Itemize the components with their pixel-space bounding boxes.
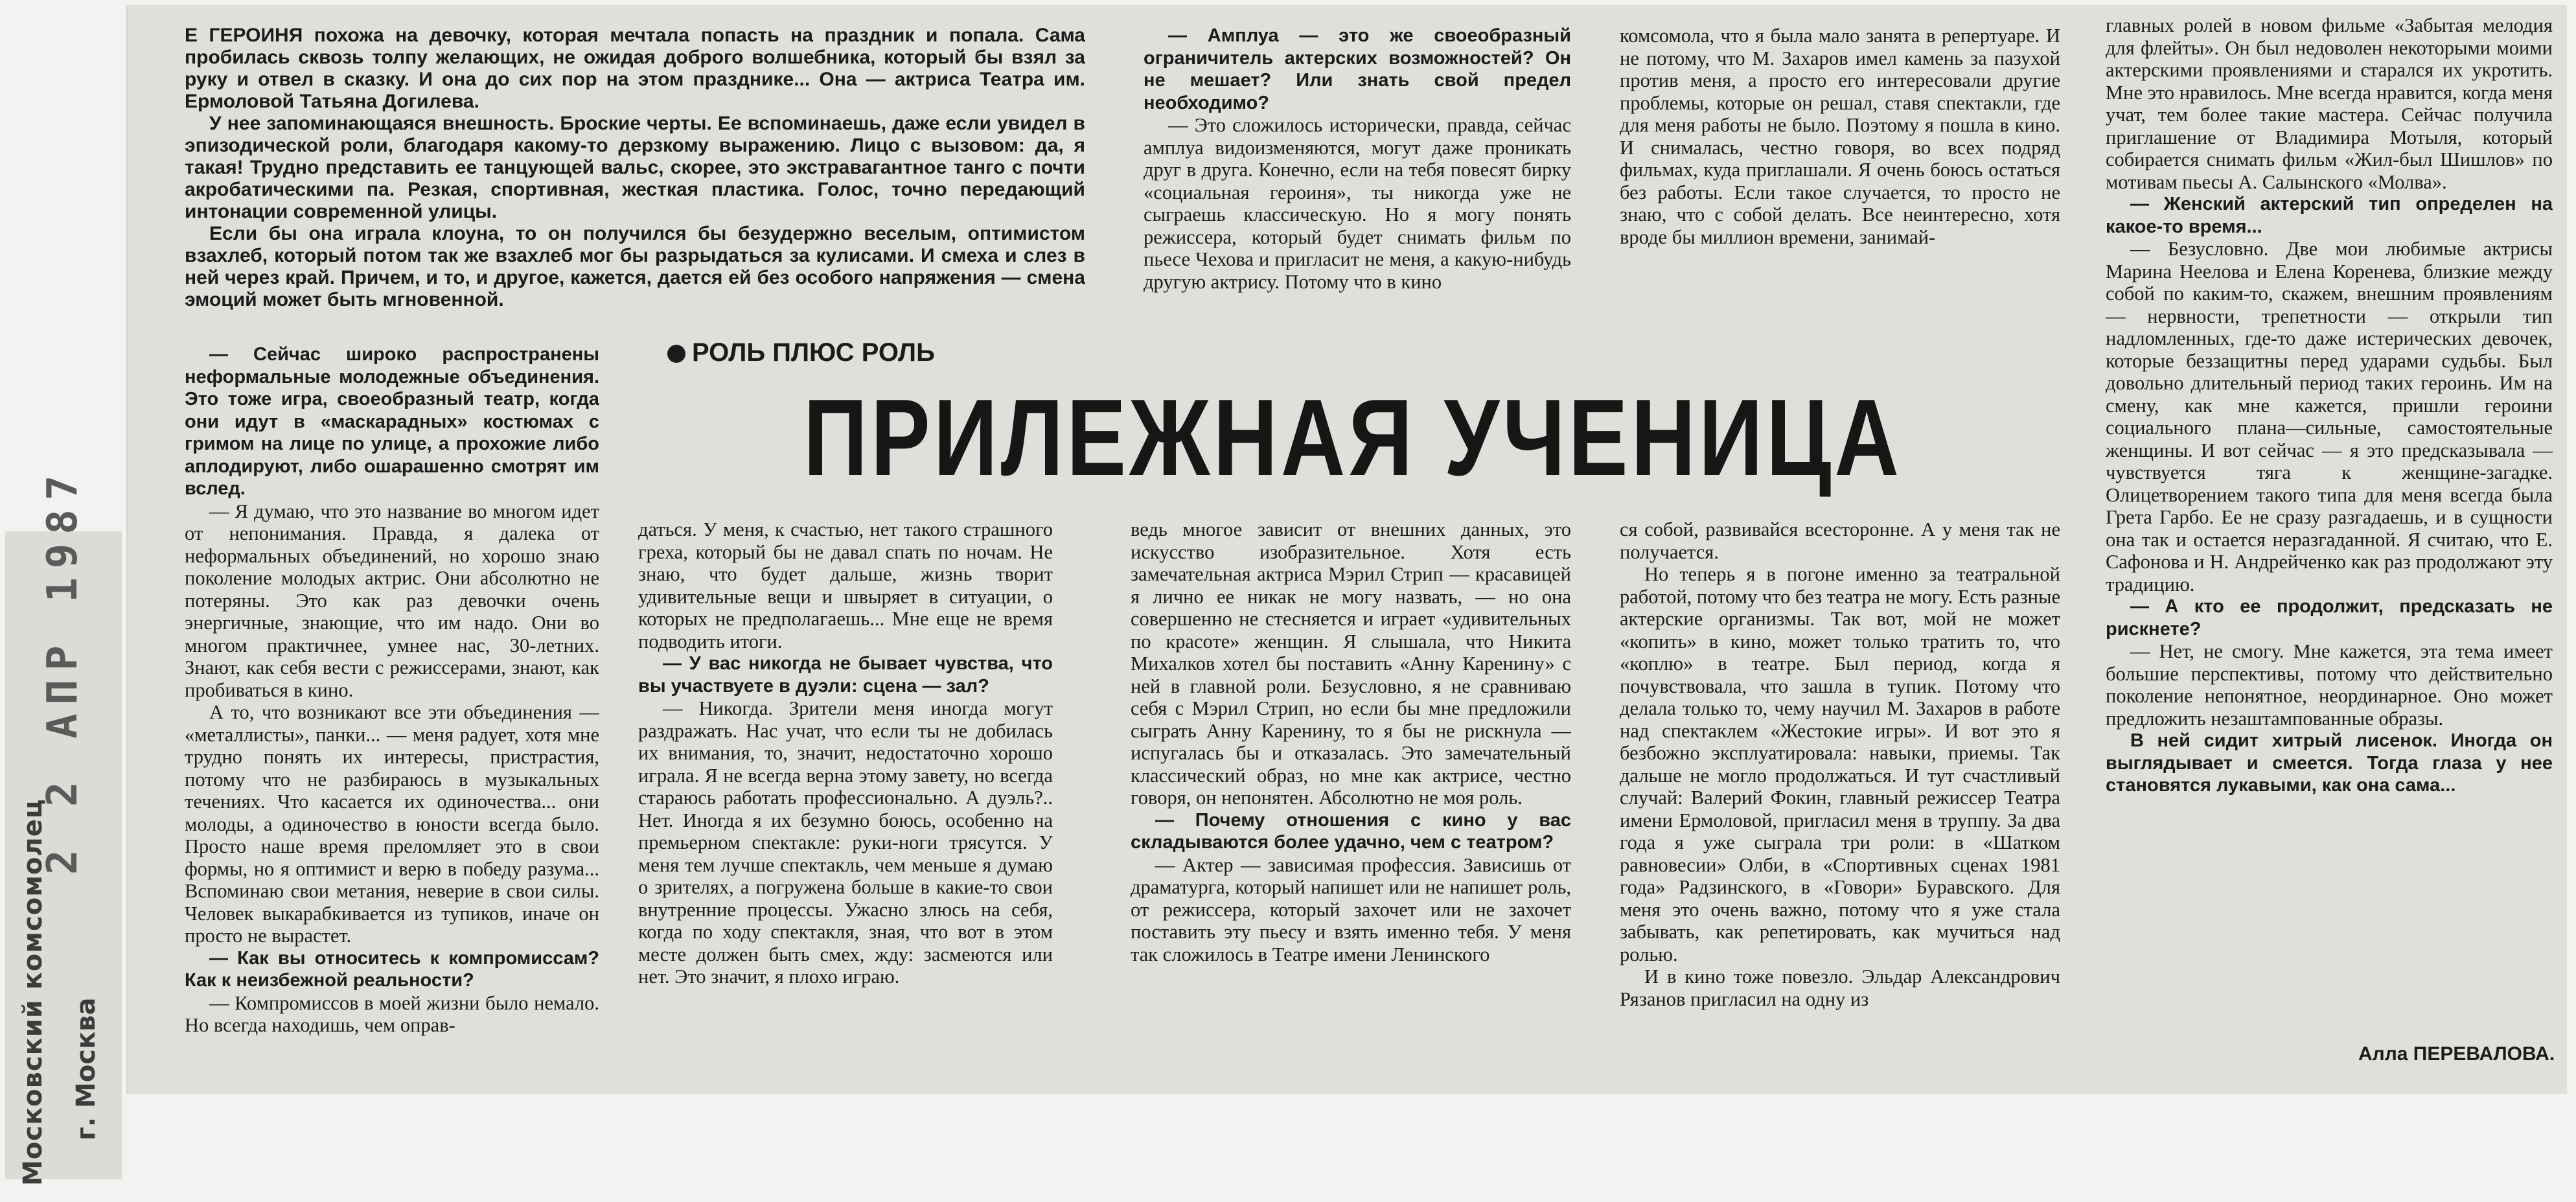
article-headline: ПРИЛЕЖНАЯ УЧЕНИЦА [803, 376, 1902, 498]
answer-paragraph: — Я думаю, что это название во многом идет от непонимания. Правда, я далека от неформальных объединений, но хорошо знаю поколение молодых актрис. Они абсолютно не потеряны. Это как раз девочки очень энергичные, знающие, что им надо. Они во многом практичнее, умнее нас, 30-летних. Знают, как себя вести с режиссерами, знают, как пробиваться в кино. [185, 500, 599, 701]
stamp-date: 2 2 АПР 1987 [39, 466, 87, 875]
intro-paragraph-2: У нее запоминающаяся внешность. Броские черты. Ее вспоминаешь, даже если увидел в эпизодической роли, благодаря какому-то дерзкому выражению. Лицо с вызовом: да, я такая! Трудно представить ее танцующей вальс, скорее, это экстравагантное танго с почти акробатическими па. Резкая, спортивная, жесткая пластика. Голос, точно передающий интонации современной улицы. [185, 113, 1085, 222]
answer-paragraph: — Компромиссов в моей жизни было немало. Но всегда находишь, чем оправ- [185, 991, 599, 1036]
answer-paragraph: А то, что возникают все эти объединения — «металлисты», панки... — меня радует, хотя мне трудно понять их интересы, пристрастия, потому что не разбираюсь в музыкальных течениях. Что касается их одиночества... они молоды, а одиночество в юности всегда было. Просто наше время преломляет это в свои формы, но я оптимист и верю в победу разума... Вспоминаю свои метания, неверие в свои силы. Человек выкарабкивается из тупиков, иначе он просто не вырастет. [185, 701, 599, 947]
answer-paragraph: комсомола, что я была мало занята в репертуаре. И не потому, что М. Захаров имел камень за пазухой против меня, а просто его интересовали другие проблемы, которые он решал, ставя спектакли, где для меня работы не было. Поэтому я пошла в кино. И снималась, честно говоря, во всех подряд фильмах, куда приглашали. Я очень боюсь остаться без работы. Если такое случается, то просто не знаю, что с собой делать. Все неинтересно, хотя вроде бы миллион времени, занимай- [1620, 25, 2060, 248]
closing-paragraph: В ней сидит хитрый лисенок. Иногда он выглядывает и смеется. Тогда глаза у нее становятся лукавыми, как она сама... [2106, 730, 2553, 796]
answer-paragraph: ведь многое зависит от внешних данных, это искусство изобразительное. Хотя есть замечательная актриса Мэрил Стрип — красавицей я лично ее никак не могу назвать, — но она совершенно не стесняется и играет «удивительных по красоте» женщин. Я слышала, что Никита Михалков хотел бы поставить «Анну Каренину» с ней в главной роли. Безусловно, я не сравниваю себя с Мэрил Стрип, но если бы мне предложили сыграть Анну Каренину, то я бы не рискнула — испугалась бы и отказалась. Это замечательный классический образ, но мне как актрисе, честно говоря, он непонятен. Абсолютно не моя роль. [1131, 518, 1571, 809]
bullet-icon [667, 345, 685, 363]
answer-paragraph: даться. У меня, к счастью, нет такого страшного греха, который бы не давал спать по ночам. Не знаю, что будет дальше, жизнь творит удивительные вещи и швыряет в ситуации, о которых не предполагаешь... Мне еще не время подводить итоги. [638, 518, 1053, 653]
article-rubric [667, 338, 935, 367]
article-column-3-top [1144, 25, 1571, 329]
stamp-city: г. Москва [71, 997, 101, 1140]
answer-paragraph: Но теперь я в погоне именно за театральной работой, потому что без театра не могу. Есть разные актерские организмы. Так вот, мой не может «копить» в кино, может только тратить то, что «коплю» в театре. Был период, когда я почувствовала, что зашла в тупик. Потому что делала только то, чему научил М. Захаров в работе над спектаклем «Жестокие игры». И вот это я безбожно эксплуатировала: навыки, приемы. Так дальше не могло продолжаться. И тут счастливый случай: Валерий Фокин, главный режиссер Театра имени Ермоловой, пригласил меня в труппу. За два года я уже сыграла три роли: в «Шатком равновесии» Олби, в «Спортивных сценах 1981 года» Радзинского, в «Говори» Буравского. Для меня это очень важно, потому что я уже стала забывать, как репетировать, как мучиться над ролью. [1620, 563, 2060, 965]
stamp-newspaper-name: Московский комсомолец [18, 798, 48, 1186]
question: — Сейчас широко распространены неформальные молодежные объединения. Это тоже игра, своеобразный театр, когда они идут в «маскарадных» костюмах с гримом на лице по улице, а прохожие либо аплодируют, либо ошарашенно смотрят им вслед. [185, 344, 599, 499]
answer-paragraph: — Нет, не смогу. Мне кажется, эта тема имеет большие перспективы, потому что действительно поколение непонятное, неординарное. Оно может предложить незаштампованные образы. [2106, 640, 2553, 730]
question: — Как вы относитесь к компромиссам? Как к неизбежной реальности? [185, 947, 599, 991]
question: — А кто ее продолжит, предсказать не рискнете? [2106, 596, 2553, 640]
article-column-3-bottom [1131, 518, 1571, 1079]
article-intro [185, 25, 1085, 329]
answer-paragraph: ся собой, развивайся всесторонне. А у меня так не получается. [1620, 518, 2060, 563]
answer-paragraph: — Безусловно. Две мои любимые актрисы Марина Неелова и Елена Коренева, близкие между собой по каким-то, скажем, внешним проявлениям — нервности, трепетности — открыли тип надломленных, где-то даже истерических девочек, которые беззащитны перед ударами судьбы. Был довольно длительный период таких героинь. Им на смену, как мне кажется, пришли героини социального плана—сильные, самостоятельные женщины. И вот сейчас — я это предсказывала — чувствуется тяга к женщине-загадке. Олицетворением такого типа для меня всегда была Грета Гарбо. Ее не сразу разгадаешь, и в сущности она так и остается неразгаданной. Я считаю, что Е. Сафонова и Н. Андрейченко как раз продолжают эту традицию. [2106, 238, 2553, 595]
article-column-5 [2106, 14, 2553, 1032]
answer-paragraph: — Никогда. Зрители меня иногда могут раздражать. Нас учат, что если ты не добилась их внимания, то, значит, недостаточно хорошо играла. Я не всегда верна этому завету, но всегда стараюсь работать профессионально. А дуэль?.. Нет. Иногда я их безумно боюсь, особенно на премьерном спектакле: руки-ноги трясутся. У меня тем лучше спектакль, чем меньше я думаю о зрителях, а погружена больше в какие-то свои внутренние процессы. Ужасно злюсь на себя, когда по ходу спектакля, зная, что вот в этом месте должен быть смех, жду: засмеются или нет. Это значит, я плохо играю. [638, 697, 1053, 988]
answer-paragraph: главных ролей в новом фильме «Забытая мелодия для флейты». Он был недоволен некоторыми моими актерскими проявлениями и старался их укротить. Мне это нравилось. Мне всегда нравится, когда меня учат, тем более такие мастера. Сейчас получила приглашение от Владимира Мотыля, который собирается снимать фильм «Жил-был Шишлов» по мотивам пьесы А. Салынского «Молва». [2106, 14, 2553, 193]
intro-paragraph-1: Е ГЕРОИНЯ похожа на девочку, которая мечтала попасть на праздник и попала. Сама пробилась сквозь толпу желающих, не ожидая доброго волшебника, который бы взял за руку и отвел в сказку. И она до сих пор на этом празднике... Она — актриса Театра им. Ермоловой Татьяна Догилева. [185, 25, 1085, 112]
intro-paragraph-3: Если бы она играла клоуна, то он получился бы безудержно веселым, оптимистом взахлеб, который потом так же взахлеб мог бы разрыдаться за кулисами. И смеха и слез в ней через край. Причем, и то, и другое, кажется, дается ей без особого напряжения — смена эмоций может быть мгновенной. [185, 223, 1085, 310]
article-author: Алла ПЕРЕВАЛОВА. [2358, 1043, 2555, 1065]
answer-paragraph: — Актер — зависимая профессия. Зависишь от драматурга, который напишет или не напишет роль, от режиссера, который захочет или не захочет поставить эту пьесу и взять именно тебя. У меня так сложилось в Театре имени Ленинского [1131, 853, 1571, 965]
answer-paragraph: — Это сложилось исторически, правда, сейчас амплуа видоизменяются, могут даже проникать друг в друга. Конечно, если на тебя повесят бирку «социальная героиня», ты никогда уже не сыграешь классическую. Но я могу понять режиссера, который будет снимать фильм по пьесе Чехова и пригласит не меня, а какую-нибудь другую актрису. Потому что в кино [1144, 114, 1571, 293]
question: — Амплуа — это же своеобразный ограничитель актерских возможностей? Он не мешает? Или знать свой предел необходимо? [1144, 25, 1571, 113]
rubric-label: РОЛЬ ПЛЮС РОЛЬ [692, 338, 935, 367]
answer-paragraph: И в кино тоже повезло. Эльдар Александрович Рязанов пригласил на одну из [1620, 965, 2060, 1010]
article-column-2 [638, 518, 1053, 1079]
article-column-1 [185, 343, 599, 1079]
question: — Почему отношения с кино у вас складываются более удачно, чем с театром? [1131, 809, 1571, 853]
article-column-4-bottom [1620, 518, 2060, 1079]
question: — У вас никогда не бывает чувства, что вы участвуете в дуэли: сцена — зал? [638, 653, 1053, 697]
question: — Женский актерский тип определен на какое-то время... [2106, 194, 2553, 237]
article-column-4-top [1620, 25, 2060, 329]
